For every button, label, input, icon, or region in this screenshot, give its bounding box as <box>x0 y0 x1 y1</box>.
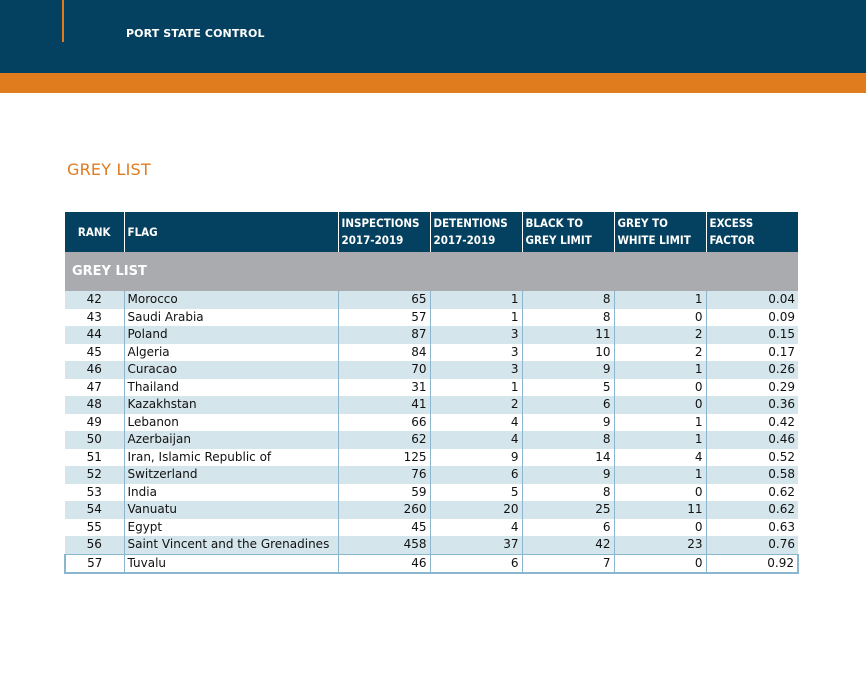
detentions-cell: 5 <box>430 484 522 502</box>
inspections-cell: 125 <box>338 449 430 467</box>
rank-cell: 46 <box>65 361 124 379</box>
excess-factor-cell: 0.62 <box>706 484 798 502</box>
rank-cell: 43 <box>65 309 124 327</box>
excess-factor-cell: 0.17 <box>706 344 798 362</box>
excess-factor-cell: 0.76 <box>706 536 798 554</box>
rank-cell: 57 <box>65 554 124 573</box>
grey-to-white-cell: 2 <box>614 326 706 344</box>
flag-cell: Curacao <box>124 361 338 379</box>
group-row <box>65 252 798 291</box>
grey-to-white-cell: 23 <box>614 536 706 554</box>
inspections-cell: 87 <box>338 326 430 344</box>
detentions-cell: 4 <box>430 519 522 537</box>
rank-cell: 42 <box>65 291 124 309</box>
inspections-cell: 84 <box>338 344 430 362</box>
inspections-cell: 57 <box>338 309 430 327</box>
detentions-cell: 2 <box>430 396 522 414</box>
column-header-grey-to-white: GREY TO WHITE LIMIT <box>614 212 706 252</box>
grey-to-white-cell: 2 <box>614 344 706 362</box>
detentions-cell: 1 <box>430 291 522 309</box>
inspections-cell: 260 <box>338 501 430 519</box>
flag-cell: Algeria <box>124 344 338 362</box>
black-to-grey-cell: 42 <box>522 536 614 554</box>
grey-to-white-cell: 11 <box>614 501 706 519</box>
flag-cell: India <box>124 484 338 502</box>
rank-cell: 55 <box>65 519 124 537</box>
black-to-grey-cell: 11 <box>522 326 614 344</box>
flag-cell: Thailand <box>124 379 338 397</box>
black-to-grey-cell: 8 <box>522 484 614 502</box>
detentions-cell: 3 <box>430 326 522 344</box>
excess-factor-cell: 0.62 <box>706 501 798 519</box>
table-row <box>65 344 798 362</box>
rank-cell: 52 <box>65 466 124 484</box>
excess-factor-cell: 0.42 <box>706 414 798 432</box>
inspections-cell: 66 <box>338 414 430 432</box>
black-to-grey-cell: 14 <box>522 449 614 467</box>
inspections-cell: 31 <box>338 379 430 397</box>
excess-factor-cell: 0.26 <box>706 361 798 379</box>
flag-cell: Egypt <box>124 519 338 537</box>
rank-cell: 56 <box>65 536 124 554</box>
table-row <box>65 326 798 344</box>
excess-factor-cell: 0.58 <box>706 466 798 484</box>
grey-to-white-cell: 1 <box>614 291 706 309</box>
flag-cell: Morocco <box>124 291 338 309</box>
table-row <box>65 379 798 397</box>
grey-to-white-cell: 0 <box>614 379 706 397</box>
rank-cell: 47 <box>65 379 124 397</box>
rank-cell: 44 <box>65 326 124 344</box>
table-row <box>65 466 798 484</box>
rank-cell: 53 <box>65 484 124 502</box>
grey-list-table <box>64 212 799 574</box>
black-to-grey-cell: 25 <box>522 501 614 519</box>
excess-factor-cell: 0.46 <box>706 431 798 449</box>
detentions-cell: 1 <box>430 309 522 327</box>
flag-cell: Switzerland <box>124 466 338 484</box>
black-to-grey-cell: 6 <box>522 519 614 537</box>
inspections-cell: 45 <box>338 519 430 537</box>
flag-cell: Vanuatu <box>124 501 338 519</box>
rank-cell: 51 <box>65 449 124 467</box>
excess-factor-cell: 0.04 <box>706 291 798 309</box>
excess-factor-cell: 0.92 <box>706 554 798 573</box>
header-accent-rule <box>62 0 64 42</box>
grey-to-white-cell: 1 <box>614 414 706 432</box>
grey-to-white-cell: 0 <box>614 484 706 502</box>
detentions-cell: 3 <box>430 361 522 379</box>
inspections-cell: 62 <box>338 431 430 449</box>
rank-cell: 45 <box>65 344 124 362</box>
column-header-excess-factor: EXCESS FACTOR <box>706 212 798 252</box>
column-header-detentions: DETENTIONS 2017-2019 <box>430 212 522 252</box>
excess-factor-cell: 0.52 <box>706 449 798 467</box>
flag-cell: Iran, Islamic Republic of <box>124 449 338 467</box>
flag-cell: Lebanon <box>124 414 338 432</box>
flag-cell: Kazakhstan <box>124 396 338 414</box>
inspections-cell: 46 <box>338 554 430 573</box>
grey-to-white-cell: 1 <box>614 361 706 379</box>
grey-to-white-cell: 1 <box>614 466 706 484</box>
grey-to-white-cell: 1 <box>614 431 706 449</box>
table-row <box>65 291 798 309</box>
black-to-grey-cell: 9 <box>522 414 614 432</box>
flag-cell: Tuvalu <box>124 554 338 573</box>
table-row <box>65 361 798 379</box>
rank-cell: 54 <box>65 501 124 519</box>
black-to-grey-cell: 9 <box>522 466 614 484</box>
column-header-rank: RANK <box>65 212 124 252</box>
orange-band <box>0 73 866 93</box>
section-title: GREY LIST <box>67 160 151 179</box>
table-row <box>65 554 798 573</box>
detentions-cell: 6 <box>430 554 522 573</box>
table-row <box>65 396 798 414</box>
detentions-cell: 3 <box>430 344 522 362</box>
black-to-grey-cell: 9 <box>522 361 614 379</box>
black-to-grey-cell: 6 <box>522 396 614 414</box>
black-to-grey-cell: 10 <box>522 344 614 362</box>
black-to-grey-cell: 7 <box>522 554 614 573</box>
table-row <box>65 501 798 519</box>
column-header-flag: FLAG <box>124 212 338 252</box>
column-header-inspections: INSPECTIONS 2017-2019 <box>338 212 430 252</box>
grey-to-white-cell: 0 <box>614 519 706 537</box>
grey-to-white-cell: 0 <box>614 396 706 414</box>
excess-factor-cell: 0.63 <box>706 519 798 537</box>
header-title: PORT STATE CONTROL <box>126 27 265 40</box>
table-row <box>65 536 798 554</box>
excess-factor-cell: 0.09 <box>706 309 798 327</box>
detentions-cell: 4 <box>430 414 522 432</box>
black-to-grey-cell: 8 <box>522 291 614 309</box>
header-bar <box>0 0 866 73</box>
black-to-grey-cell: 5 <box>522 379 614 397</box>
detentions-cell: 4 <box>430 431 522 449</box>
inspections-cell: 59 <box>338 484 430 502</box>
table-row <box>65 449 798 467</box>
excess-factor-cell: 0.15 <box>706 326 798 344</box>
rank-cell: 48 <box>65 396 124 414</box>
rank-cell: 49 <box>65 414 124 432</box>
inspections-cell: 41 <box>338 396 430 414</box>
table-row <box>65 519 798 537</box>
black-to-grey-cell: 8 <box>522 309 614 327</box>
table-row <box>65 484 798 502</box>
detentions-cell: 1 <box>430 379 522 397</box>
column-header-black-to-grey: BLACK TO GREY LIMIT <box>522 212 614 252</box>
group-label: GREY LIST <box>65 252 798 291</box>
detentions-cell: 20 <box>430 501 522 519</box>
flag-cell: Azerbaijan <box>124 431 338 449</box>
flag-cell: Poland <box>124 326 338 344</box>
inspections-cell: 76 <box>338 466 430 484</box>
grey-to-white-cell: 0 <box>614 554 706 573</box>
inspections-cell: 458 <box>338 536 430 554</box>
detentions-cell: 6 <box>430 466 522 484</box>
table-row <box>65 431 798 449</box>
inspections-cell: 70 <box>338 361 430 379</box>
inspections-cell: 65 <box>338 291 430 309</box>
detentions-cell: 9 <box>430 449 522 467</box>
rank-cell: 50 <box>65 431 124 449</box>
detentions-cell: 37 <box>430 536 522 554</box>
flag-cell: Saint Vincent and the Grenadines <box>124 536 338 554</box>
black-to-grey-cell: 8 <box>522 431 614 449</box>
excess-factor-cell: 0.36 <box>706 396 798 414</box>
flag-cell: Saudi Arabia <box>124 309 338 327</box>
excess-factor-cell: 0.29 <box>706 379 798 397</box>
table-header-row <box>65 212 798 252</box>
table-row <box>65 414 798 432</box>
grey-to-white-cell: 0 <box>614 309 706 327</box>
table-row <box>65 309 798 327</box>
grey-to-white-cell: 4 <box>614 449 706 467</box>
